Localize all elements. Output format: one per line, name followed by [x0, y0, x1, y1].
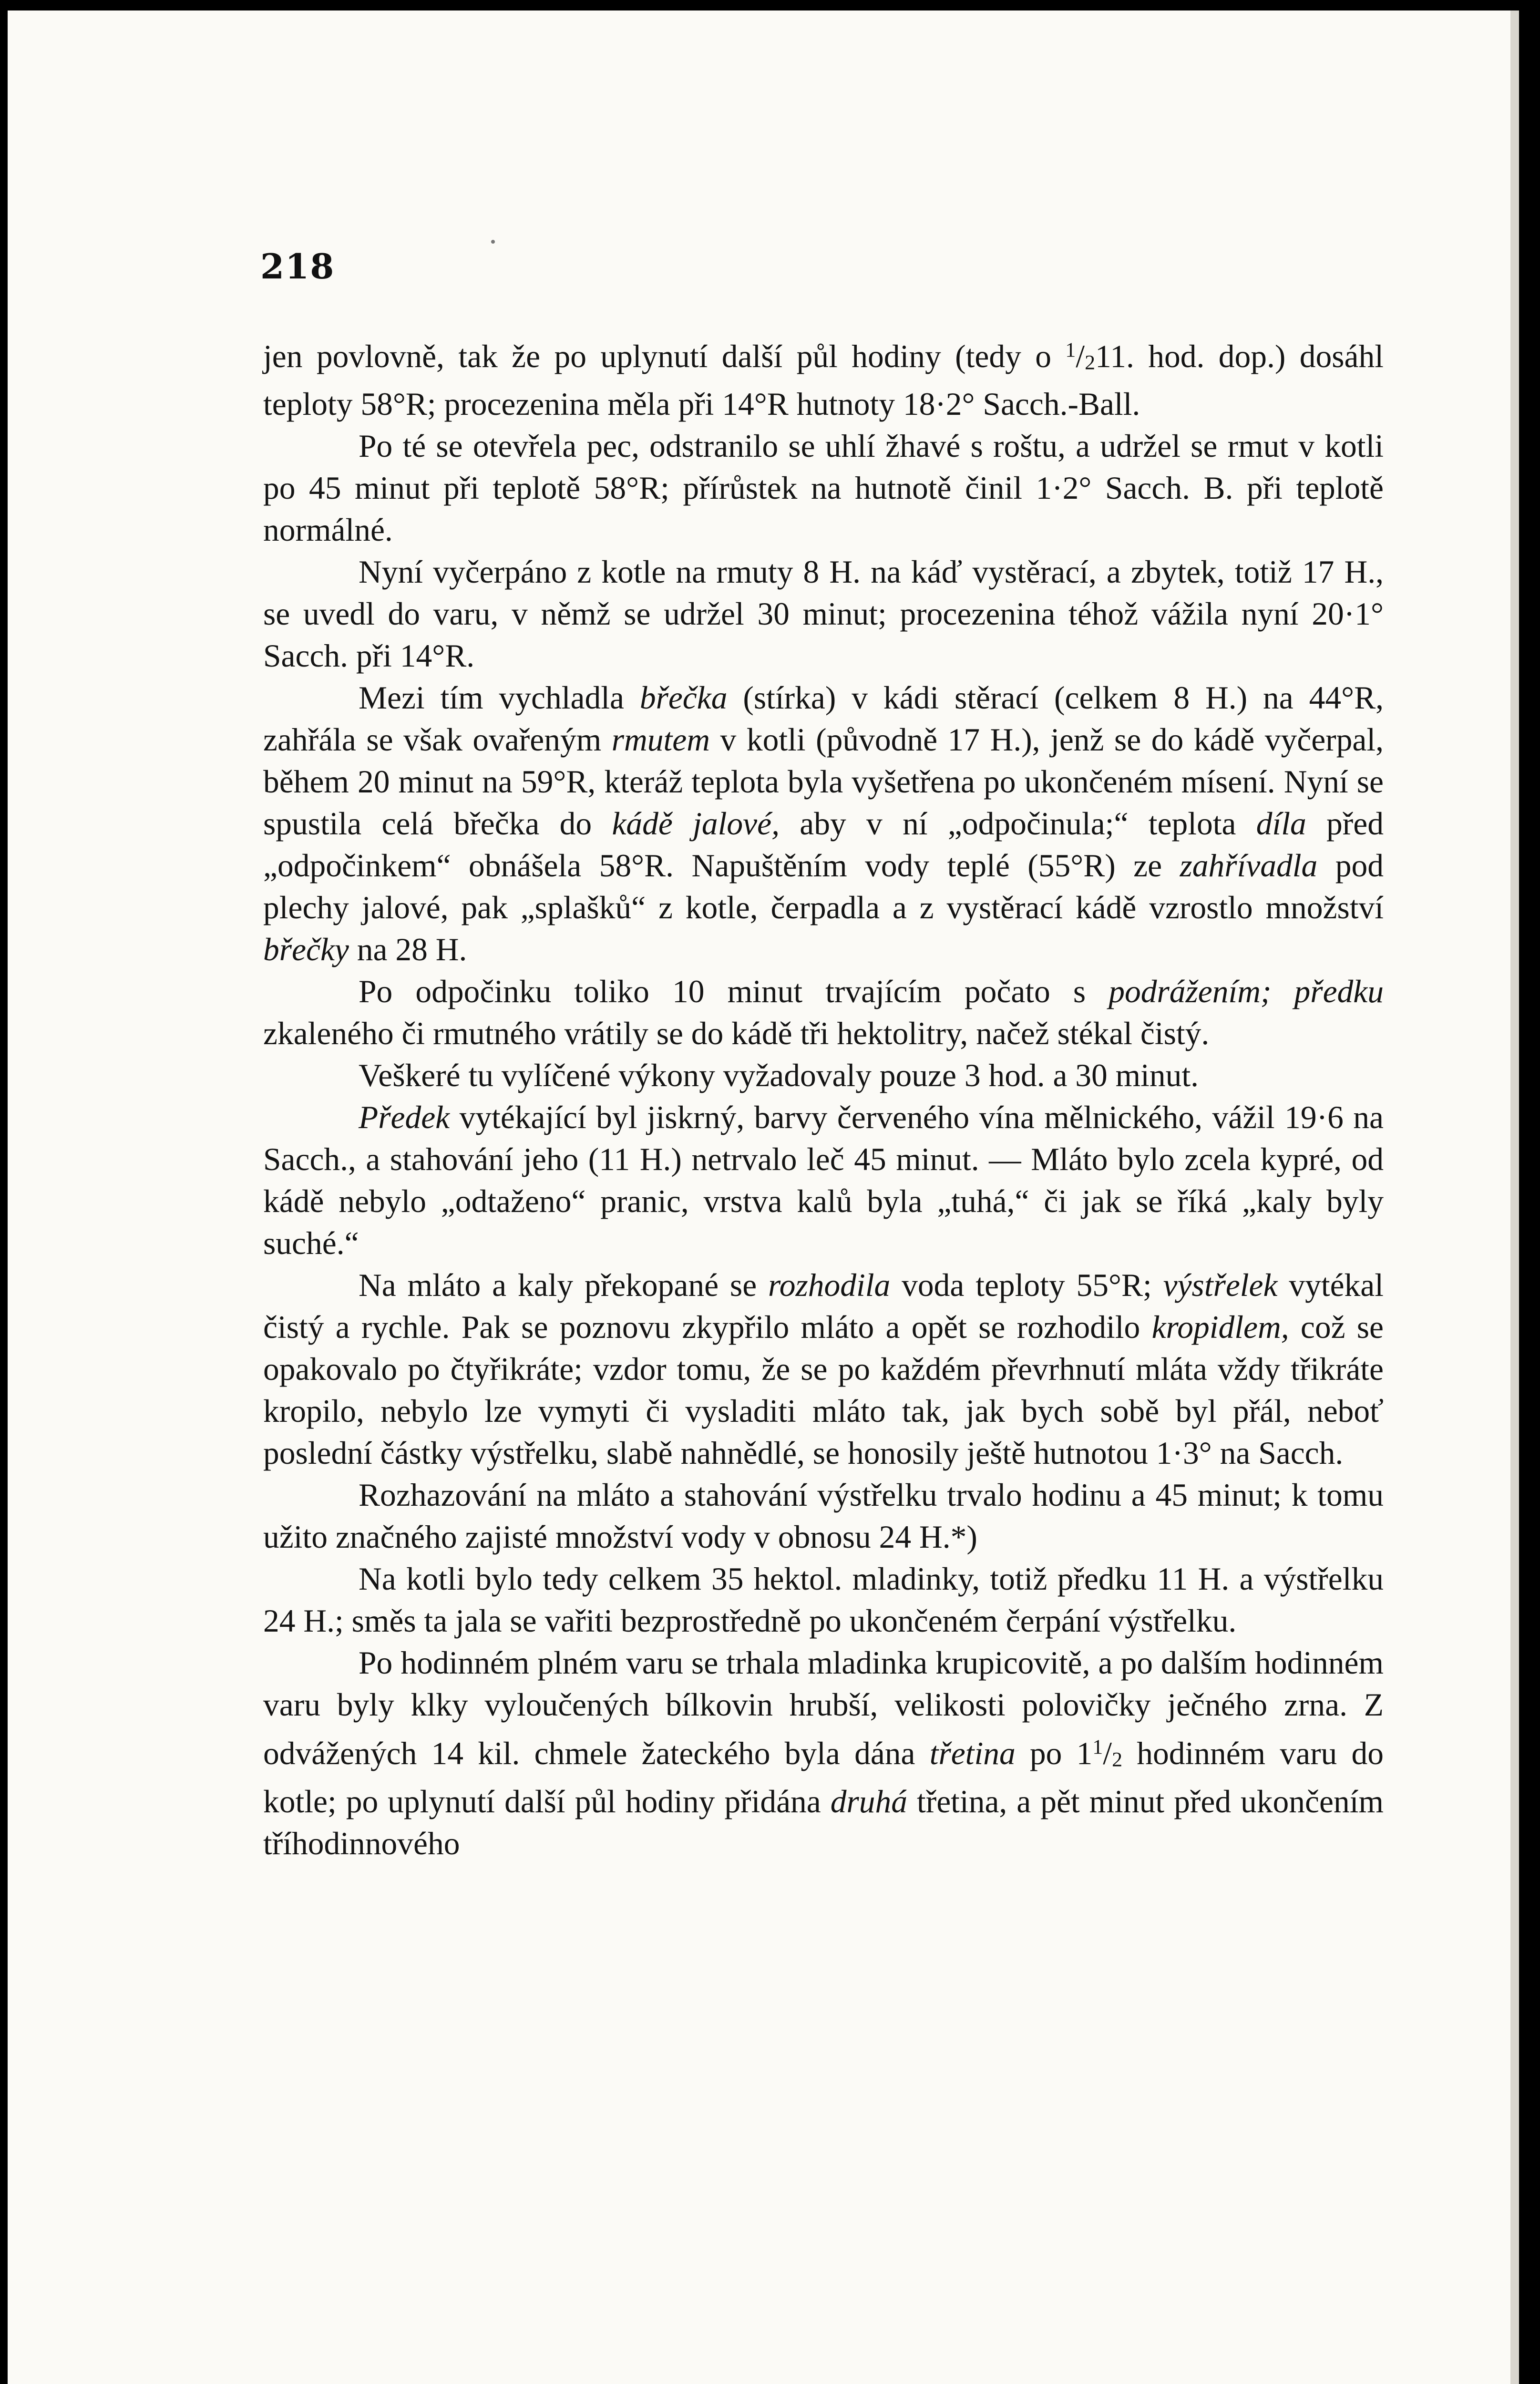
text-run: třetina: [929, 1736, 1016, 1772]
text-run: /: [1103, 1736, 1112, 1772]
paragraph-10: [263, 1558, 1384, 1642]
paragraph-6: [263, 1055, 1384, 1097]
text-run: po 1: [1015, 1736, 1093, 1772]
text-run: Po hodinném plném varu se trhala mladinka krupicovitě, a po dalším hodinném varu byly klky vyloučených bílkovin hrubší, velikosti polovičky ječného zrna. Z odvážených 14 kil. chmele žateckého byla dána: [263, 1645, 1384, 1772]
text-run: rozhodila: [768, 1267, 891, 1304]
text-run: 11. hod. dop.) dosáhl teploty 58°R; procezenina měla při 14°R hutnoty 18·2° Sacch.-Ball.: [263, 338, 1384, 422]
text-run: což se opakovalo po čtyřikráte; vzdor tomu, že se po každém převrhnutí mláta vždy třikráte kropilo, nebylo lze vymyti či vysladiti mláto tak, jak bych sobě byl přál, neboť poslední částky výstřelku, slabě nahnědlé, se honosily ještě hutnotou 1·3° na Sacch.: [263, 1309, 1384, 1471]
text-run: podrážením;: [1109, 974, 1272, 1010]
text-run: rmutem: [611, 722, 710, 758]
text-run: vytékající byl jiskrný, barvy červeného vína mělnického, vážil 19·6 na Sacch., a stahování jeho (11 H.) netrvalo leč 45 minut. — Mláto bylo zcela kypré, od kádě nebylo „odtaženo“ pranic, vrstva kalů byla „tuhá,“ či jak se říká „kaly byly suché.“: [263, 1100, 1384, 1262]
text-run: břečky: [263, 932, 349, 968]
paragraph-1: [263, 329, 1384, 425]
text-run: díla: [1256, 806, 1306, 842]
text-run: Po té se otevřela pec, odstranilo se uhlí žhavé s roštu, a udržel se rmut v kotli po 45 minut při teplotě 58°R; přírůstek na hutnotě činil 1·2° Sacch. B. při teplotě normálné.: [263, 428, 1384, 548]
text-run: Po odpočinku toliko 10 minut trvajícím počato s: [359, 974, 1109, 1010]
paragraph-8: [263, 1264, 1384, 1474]
text-run: v kotli (původně 17 H.), jenž se do kádě vyčerpal, během 20 minut na 59°R, kteráž teplota byla vyšetřena po ukončeném mísení. Nyní se spustila celá břečka do: [263, 722, 1384, 842]
text-run: pod plechy jalové, pak „splašků“ z kotle, čerpadla a z vystěrací kádě vzrostlo množství: [263, 848, 1384, 926]
text-run: 1: [1065, 339, 1076, 361]
paragraph-3: [263, 551, 1384, 677]
text-run: Nyní vyčerpáno z kotle na rmuty 8 H. na káď vystěrací, a zbytek, totiž 17 H., se uvedl do varu, v němž se udržel 30 minut; procezenina téhož vážila nyní 20·1° Sacch. při 14°R.: [263, 554, 1384, 674]
text-run: 2: [1112, 1748, 1122, 1771]
text-run: kropidlem,: [1151, 1309, 1289, 1346]
text-run: Mezi tím vychladla: [359, 680, 640, 716]
body-text: [263, 329, 1384, 1865]
paragraph-2: [263, 425, 1384, 551]
paper-speck: [491, 240, 495, 244]
text-run: předku: [1294, 974, 1384, 1010]
text-run: zahřívadla: [1180, 848, 1318, 884]
paragraph-11: [263, 1642, 1384, 1864]
text-run: aby v ní „odpočinula;“ teplota: [779, 806, 1256, 842]
text-run: /: [1076, 338, 1085, 374]
paragraph-7: [263, 1097, 1384, 1264]
text-run: [1271, 974, 1294, 1009]
text-run: (stírka) v kádi stěrací (celkem 8 H.) na 44°R, zahřála se však ovařeným: [263, 680, 1384, 758]
text-run: kádě jalové,: [612, 806, 780, 842]
text-run: druhá: [830, 1783, 908, 1819]
paragraph-4: [263, 677, 1384, 971]
paragraph-5: [263, 971, 1384, 1055]
text-run: Rozhazování na mláto a stahování výstřelku trvalo hodinu a 45 minut; k tomu užito značného zajisté množství vody v obnosu 24 H.*): [263, 1477, 1384, 1555]
text-run: před „odpočinkem“ obnášela 58°R. Napuštěním vody teplé (55°R) ze: [263, 806, 1384, 884]
text-run: 2: [1085, 351, 1095, 374]
text-run: Předek: [359, 1100, 450, 1136]
paragraph-9: [263, 1474, 1384, 1558]
text-run: hodinném varu do kotle; po uplynutí další půl hodiny přidána: [263, 1736, 1384, 1819]
text-run: 1: [1092, 1736, 1103, 1759]
text-run: voda teploty 55°R;: [890, 1267, 1163, 1304]
text-run: jen povlovně, tak že po uplynutí další půl hodiny (tedy o: [263, 338, 1066, 374]
text-run: Na mláto a kaly překopané se: [359, 1267, 768, 1304]
text-run: břečka: [639, 680, 728, 716]
text-run: vytékal čistý a rychle. Pak se poznovu zkypřilo mláto a opět se rozhodilo: [263, 1267, 1384, 1346]
text-run: zkaleného či rmutného vrátily se do kádě tři hektolitry, načež stékal čistý.: [263, 1016, 1210, 1052]
text-run: výstřelek: [1163, 1267, 1278, 1304]
text-run: Na kotli bylo tedy celkem 35 hektol. mladinky, totiž předku 11 H. a výstřelku 24 H.; směs ta jala se vařiti bezprostředně po ukončeném čerpání výstřelku.: [263, 1561, 1384, 1639]
text-run: třetina, a pět minut před ukončením tříhodinnového: [263, 1783, 1384, 1861]
page-number: 218: [260, 246, 335, 287]
text-run: na 28 H.: [349, 932, 467, 968]
text-run: Veškeré tu vylíčené výkony vyžadovaly pouze 3 hod. a 30 minut.: [359, 1058, 1199, 1094]
